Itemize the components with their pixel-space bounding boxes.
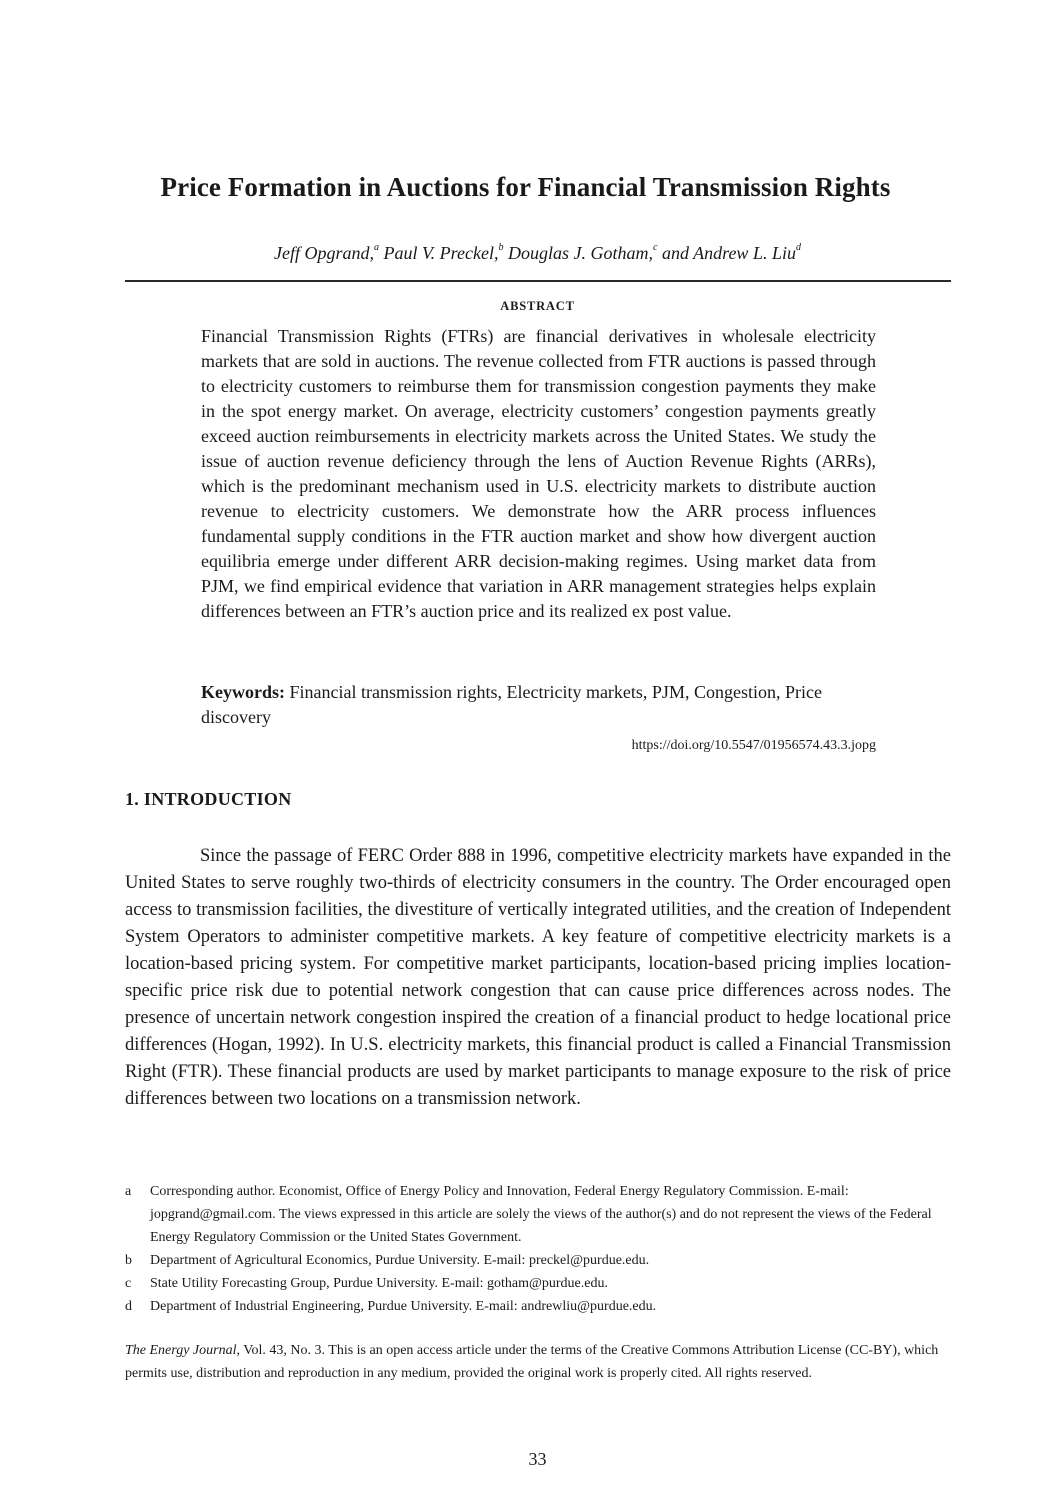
section-heading: 1. INTRODUCTION <box>125 789 292 809</box>
abstract-body: Financial Transmission Rights (FTRs) are financial derivatives in wholesale electricity markets that are sold in auctions. The revenue collected from FTR auctions is passed through to electricity customers to reimburse them for transmission congestion payments they make in the spot energy market. On average, electricity customers’ congestion payments greatly exceed auction reimbursements in electricity markets across the United States. We study the issue of auction revenue deficiency through the lens of Auction Revenue Rights (ARRs), which is the predominant mechanism used in U.S. electricity markets to distribute auction revenue to electricity customers. We demonstrate how the ARR process influences fundamental supply conditions in the FTR auction market and show how divergent auction equilibria emerge under different ARR decision-making regimes. Using market data from PJM, we find empirical evidence that variation in ARR management strategies helps explain differences between an FTR’s auction price and its realized ex post value. <box>201 326 876 621</box>
author-name: and Andrew L. Liu <box>661 243 796 263</box>
paper-title: Price Formation in Auctions for Financial Transmission Rights <box>160 172 891 202</box>
footnote-mark: b <box>125 1253 132 1268</box>
license-text: , Vol. 43, No. 3. This is an open access article under the terms of the Creative Commons Attribution License (CC-BY), which permits use, distribution and reproduction in any medium, provided the original work is properly cited. All rights reserved. <box>125 1343 939 1381</box>
author-affiliation-mark: d <box>795 242 801 253</box>
footnote-mark: c <box>125 1276 132 1291</box>
author-name: Douglas J. Gotham, <box>507 243 653 263</box>
author-line <box>0 243 1051 264</box>
footnote-text: State Utility Forecasting Group, Purdue University. E-mail: gotham@purdue.edu. <box>150 1276 608 1291</box>
footnotes <box>125 1180 951 1318</box>
footnote-item <box>125 1295 951 1318</box>
license-note <box>125 1339 951 1385</box>
footnote-text: Department of Agricultural Economics, Purdue University. E-mail: preckel@purdue.edu. <box>150 1253 650 1268</box>
footnote-item <box>125 1180 951 1249</box>
doi-link[interactable]: https://doi.org/10.5547/01956574.43.3.jopg <box>631 738 876 753</box>
author-name: Paul V. Preckel, <box>383 243 499 263</box>
footnote-item <box>125 1249 951 1272</box>
keywords <box>201 680 876 730</box>
footnote-text: Corresponding author. Economist, Office of Energy Policy and Innovation, Federal Energy Regulatory Commission. E-mail: jopgrand@gmail.com. The views expressed in this article are solely the views of the author(s) and do not represent the views of the Federal Energy Regulatory Commission or the United States Government. <box>150 1184 932 1245</box>
author-affiliation-mark: a <box>374 242 380 253</box>
header-divider <box>125 280 951 282</box>
footnote-text: Department of Industrial Engineering, Purdue University. E-mail: andrewliu@purdue.edu. <box>150 1299 657 1314</box>
intro-paragraph: Since the passage of FERC Order 888 in 1996, competitive electricity markets have expanded in the United States to serve roughly two-thirds of electricity consumers in the country. The Order encouraged open access to transmission facilities, the divestiture of vertically integrated utilities, and the creation of Independent System Operators to administer competitive markets. A key feature of competitive electricity markets is a location-based pricing system. For competitive market participants, location-based pricing implies location-specific price risk due to potential network congestion that can cause price differences across nodes. The presence of uncertain network congestion inspired the creation of a financial product to hedge locational price differences (Hogan, 1992). In U.S. electricity markets, this financial product is called a Financial Transmission Right (FTR). These financial products are used by market participants to manage exposure to the risk of price differences between two locations on a transmission network. <box>125 846 951 1109</box>
footnote-item <box>125 1272 951 1295</box>
author-affiliation-mark: b <box>498 242 504 253</box>
keywords-list: Financial transmission rights, Electricity markets, PJM, Congestion, Price discovery <box>201 682 822 727</box>
journal-name: The Energy Journal <box>125 1343 237 1358</box>
abstract-heading: ABSTRACT <box>500 299 575 313</box>
footnote-mark: a <box>125 1184 132 1199</box>
footnote-mark: d <box>125 1299 132 1314</box>
keywords-label: Keywords: <box>201 682 285 702</box>
page-number: 33 <box>528 1449 547 1469</box>
author-affiliation-mark: c <box>652 242 658 253</box>
author-name: Jeff Opgrand, <box>274 243 375 263</box>
